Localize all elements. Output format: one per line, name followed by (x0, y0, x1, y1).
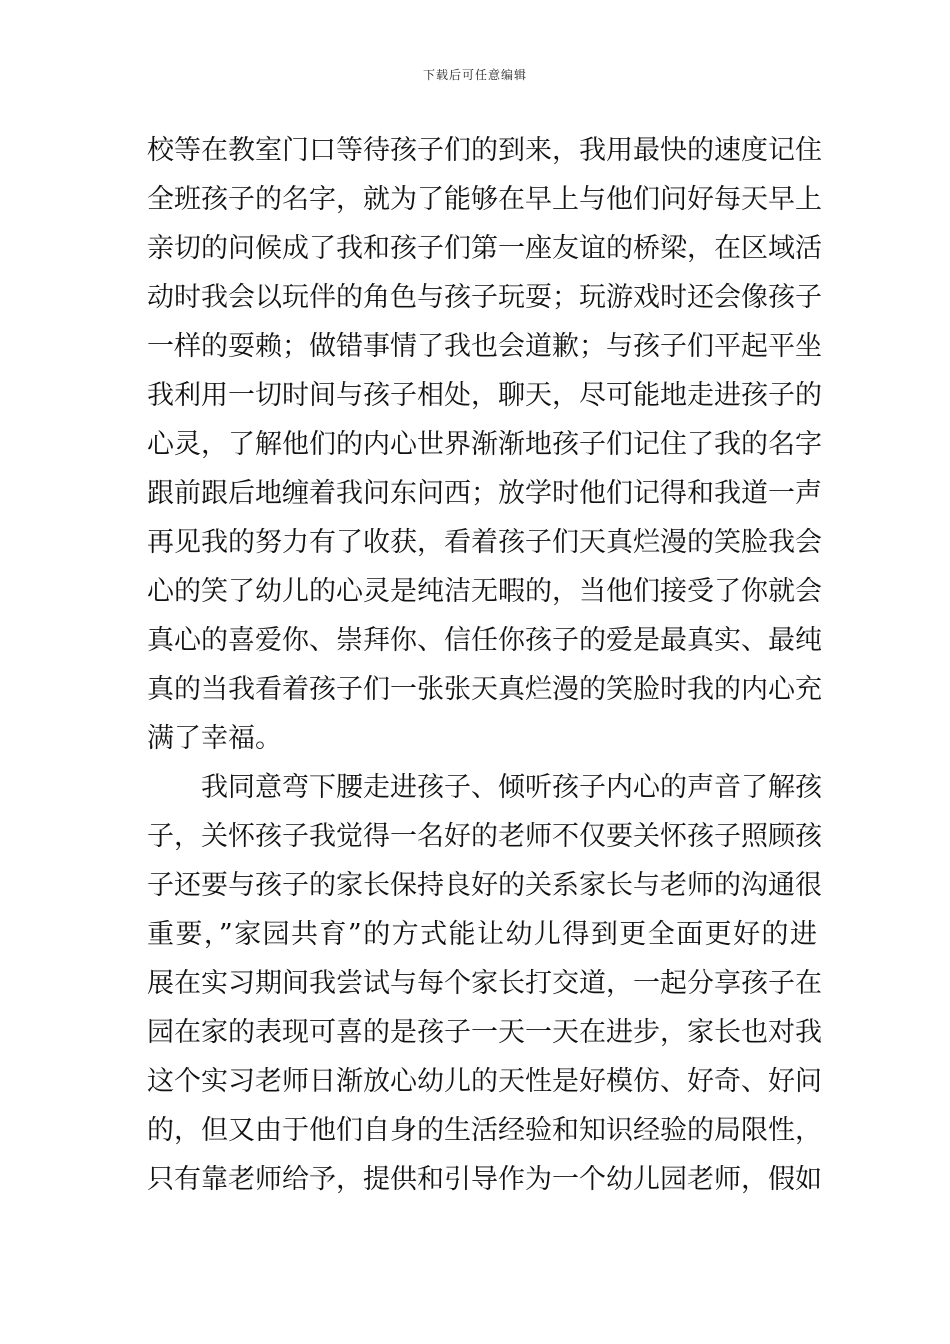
text-line: 心的笑了幼儿的心灵是纯洁无暇的，当他们接受了你就会 (147, 576, 822, 607)
text-line: 满了幸福。 (147, 723, 282, 754)
text-line: 的，但又由于他们自身的生活经验和知识经验的局限性， (147, 1115, 822, 1146)
text-line: 心灵，了解他们的内心世界渐渐地孩子们记住了我的名字 (147, 429, 822, 460)
text-line: 我利用一切时间与孩子相处，聊天，尽可能地走进孩子的 (147, 380, 822, 411)
paragraph-2 (147, 763, 822, 1204)
text-line: 真心的喜爱你、崇拜你、信任你孩子的爱是最真实、最纯 (147, 625, 822, 656)
text-line: 全班孩子的名字，就为了能够在早上与他们问好每天早上 (147, 184, 822, 215)
text-line: 一样的耍赖；做错事情了我也会道歉；与孩子们平起平坐 (147, 331, 822, 362)
text-line: 再见我的努力有了收获，看着孩子们天真烂漫的笑脸我会 (147, 527, 822, 558)
text-line: 我同意弯下腰走进孩子、倾听孩子内心的声音了解孩 (201, 772, 822, 803)
text-line: 跟前跟后地缠着我问东问西；放学时他们记得和我道一声 (147, 478, 822, 509)
text-line: 动时我会以玩伴的角色与孩子玩耍；玩游戏时还会像孩子 (147, 282, 822, 313)
text-line: 园在家的表现可喜的是孩子一天一天在进步，家长也对我 (147, 1017, 822, 1048)
text-line: 真的当我看着孩子们一张张天真烂漫的笑脸时我的内心充 (147, 674, 822, 705)
text-line: 展在实习期间我尝试与每个家长打交道，一起分享孩子在 (147, 968, 822, 999)
paragraph-1 (147, 126, 822, 763)
text-line: 校等在教室门口等待孩子们的到来，我用最快的速度记住 (147, 135, 822, 166)
text-line: 重要，”家园共育”的方式能让幼儿得到更全面更好的进 (147, 919, 817, 950)
text-line: 子还要与孩子的家长保持良好的关系家长与老师的沟通很 (147, 870, 822, 901)
text-line: 这个实习老师日渐放心幼儿的天性是好模仿、好奇、好问 (147, 1066, 822, 1097)
page-header: 下载后可任意编辑 (422, 68, 527, 82)
text-line: 亲切的问候成了我和孩子们第一座友谊的桥梁，在区域活 (147, 233, 822, 264)
document-body (147, 126, 822, 1204)
text-line: 只有靠老师给予，提供和引导作为一个幼儿园老师，假如 (147, 1164, 822, 1195)
text-line: 子，关怀孩子我觉得一名好的老师不仅要关怀孩子照顾孩 (147, 821, 822, 852)
